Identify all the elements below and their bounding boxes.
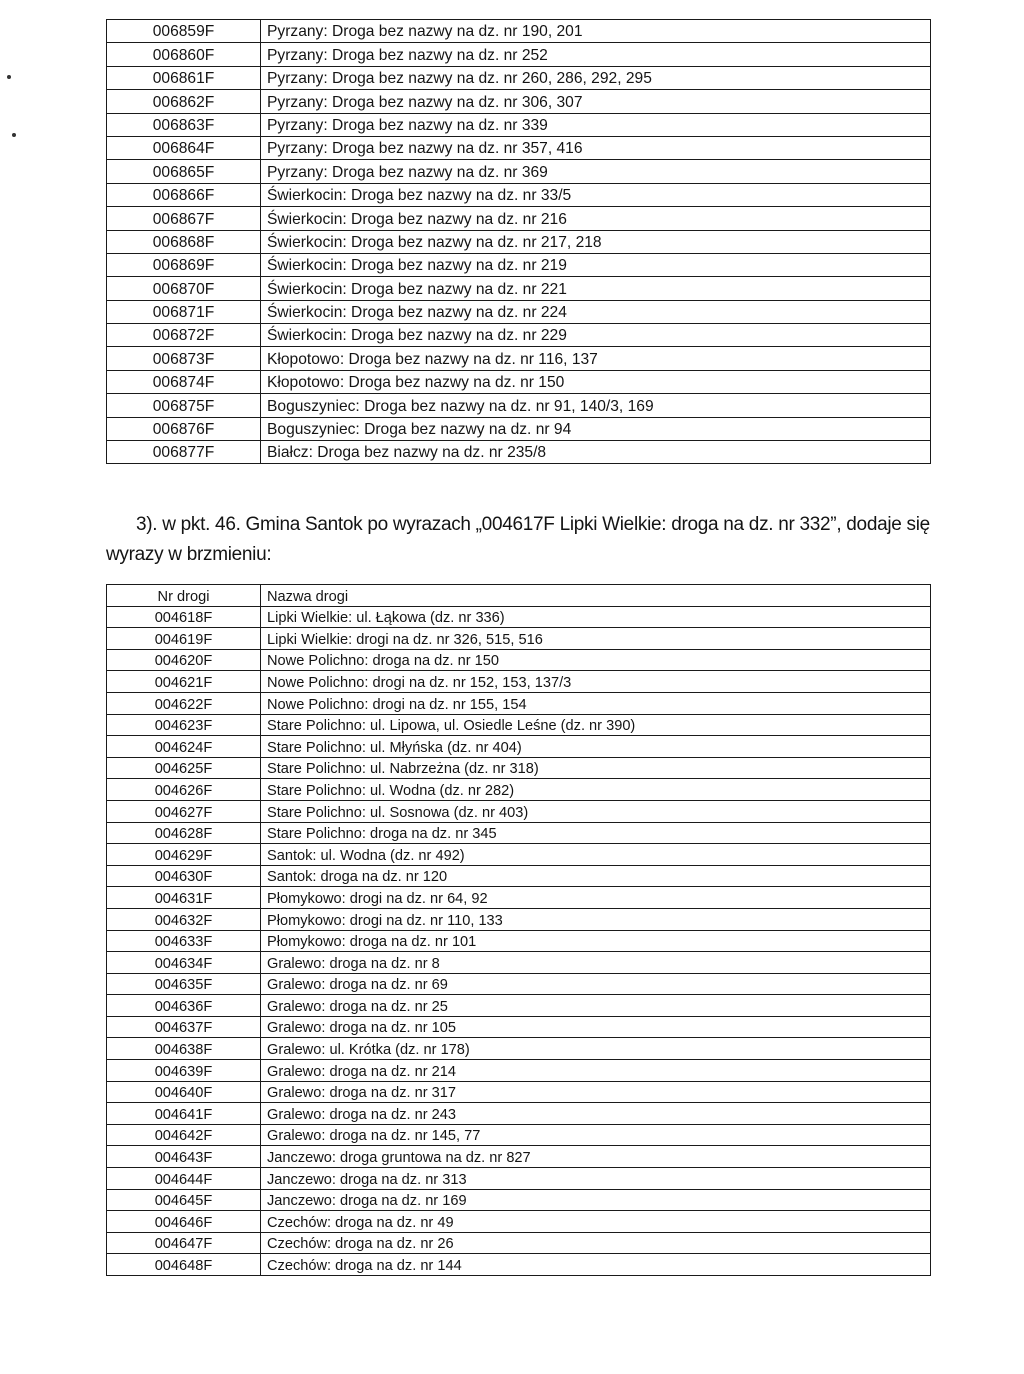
road-name-cell: Czechów: droga na dz. nr 49 [261, 1211, 931, 1233]
road-name-cell: Pyrzany: Droga bez nazwy na dz. nr 190, 201 [261, 20, 931, 43]
road-name-cell: Janczewo: droga gruntowa na dz. nr 827 [261, 1146, 931, 1168]
amendment-paragraph [106, 510, 931, 570]
road-name-cell: Janczewo: droga na dz. nr 313 [261, 1168, 931, 1190]
road-number-cell: 006864F [107, 136, 261, 159]
road-name-cell: Świerkocin: Droga bez nazwy na dz. nr 221 [261, 277, 931, 300]
road-name-cell: Boguszyniec: Droga bez nazwy na dz. nr 91, 140/3, 169 [261, 394, 931, 417]
road-number-cell: 006865F [107, 160, 261, 183]
road-name-cell: Gralewo: droga na dz. nr 214 [261, 1060, 931, 1082]
table-row [107, 113, 931, 136]
table-row [107, 183, 931, 206]
road-number-cell: 006867F [107, 207, 261, 230]
road-name-cell: Nowe Polichno: drogi na dz. nr 152, 153, 137/3 [261, 671, 931, 693]
road-number-cell: 004643F [107, 1146, 261, 1168]
table-row [107, 757, 931, 779]
road-number-cell: 004639F [107, 1060, 261, 1082]
road-number-cell: 004626F [107, 779, 261, 801]
road-name-cell: Świerkocin: Droga bez nazwy na dz. nr 219 [261, 253, 931, 276]
table-row [107, 692, 931, 714]
road-name-cell: Gralewo: ul. Krótka (dz. nr 178) [261, 1038, 931, 1060]
road-number-cell: 004633F [107, 930, 261, 952]
road-number-cell: 004640F [107, 1081, 261, 1103]
road-number-cell: 004623F [107, 714, 261, 736]
road-number-cell: 004642F [107, 1124, 261, 1146]
table-row [107, 277, 931, 300]
table-row [107, 207, 931, 230]
table-row [107, 800, 931, 822]
road-number-cell: 004646F [107, 1211, 261, 1233]
road-name-cell: Gralewo: droga na dz. nr 8 [261, 952, 931, 974]
road-number-cell: 006876F [107, 417, 261, 440]
table-row [107, 952, 931, 974]
road-table-santok-body [107, 585, 931, 1276]
road-name-cell: Santok: ul. Wodna (dz. nr 492) [261, 844, 931, 866]
amendment-line-1: 3). w pkt. 46. Gmina Santok po wyrazach „004617F Lipki Wielkie: droga na dz. nr 332”, dodaje się [136, 514, 930, 535]
road-number-cell: 004627F [107, 800, 261, 822]
road-table-continued-body [107, 20, 931, 464]
table-row [107, 441, 931, 464]
road-number-cell: 004644F [107, 1168, 261, 1190]
table-row [107, 66, 931, 89]
table-row [107, 1232, 931, 1254]
table-row [107, 1146, 931, 1168]
road-number-cell: 004645F [107, 1189, 261, 1211]
table-row [107, 779, 931, 801]
road-name-cell: Stare Polichno: ul. Lipowa, ul. Osiedle Leśne (dz. nr 390) [261, 714, 931, 736]
road-name-cell: Santok: droga na dz. nr 120 [261, 865, 931, 887]
road-name-cell: Kłopotowo: Droga bez nazwy na dz. nr 150 [261, 370, 931, 393]
road-number-cell: 004637F [107, 1016, 261, 1038]
road-name-cell: Janczewo: droga na dz. nr 169 [261, 1189, 931, 1211]
table-row [107, 649, 931, 671]
road-name-cell: Białcz: Droga bez nazwy na dz. nr 235/8 [261, 441, 931, 464]
table-row [107, 930, 931, 952]
road-name-cell: Stare Polichno: ul. Wodna (dz. nr 282) [261, 779, 931, 801]
road-number-cell: 004618F [107, 606, 261, 628]
road-name-cell: Gralewo: droga na dz. nr 69 [261, 973, 931, 995]
table-row [107, 230, 931, 253]
table-row [107, 908, 931, 930]
table-row [107, 20, 931, 43]
table-row [107, 1081, 931, 1103]
road-name-cell: Pyrzany: Droga bez nazwy na dz. nr 260, 286, 292, 295 [261, 66, 931, 89]
table-row [107, 736, 931, 758]
road-name-cell: Płomykowo: drogi na dz. nr 64, 92 [261, 887, 931, 909]
road-name-cell: Pyrzany: Droga bez nazwy na dz. nr 252 [261, 43, 931, 66]
road-name-cell: Lipki Wielkie: drogi na dz. nr 326, 515, 516 [261, 628, 931, 650]
road-name-cell: Kłopotowo: Droga bez nazwy na dz. nr 116, 137 [261, 347, 931, 370]
road-name-cell: Gralewo: droga na dz. nr 317 [261, 1081, 931, 1103]
road-name-cell: Czechów: droga na dz. nr 144 [261, 1254, 931, 1276]
road-number-cell: 006875F [107, 394, 261, 417]
table-row [107, 671, 931, 693]
table-row [107, 1211, 931, 1233]
road-name-cell: Gralewo: droga na dz. nr 145, 77 [261, 1124, 931, 1146]
road-name-cell: Stare Polichno: droga na dz. nr 345 [261, 822, 931, 844]
road-number-cell: 004631F [107, 887, 261, 909]
road-number-cell: 004629F [107, 844, 261, 866]
road-number-cell: 006861F [107, 66, 261, 89]
table-row [107, 1189, 931, 1211]
road-number-cell: 006866F [107, 183, 261, 206]
road-name-cell: Nowe Polichno: droga na dz. nr 150 [261, 649, 931, 671]
table-row [107, 887, 931, 909]
road-number-cell: 004628F [107, 822, 261, 844]
table-row [107, 347, 931, 370]
table-row [107, 714, 931, 736]
road-number-cell: 004634F [107, 952, 261, 974]
road-name-cell: Gralewo: droga na dz. nr 243 [261, 1103, 931, 1125]
road-number-cell: 006871F [107, 300, 261, 323]
table-row [107, 253, 931, 276]
table-row [107, 1038, 931, 1060]
road-name-cell: Płomykowo: drogi na dz. nr 110, 133 [261, 908, 931, 930]
table-header-row [107, 585, 931, 607]
road-number-cell: 006874F [107, 370, 261, 393]
amendment-line-2: wyrazy w brzmieniu: [106, 544, 272, 565]
road-number-cell: 004636F [107, 995, 261, 1017]
road-number-cell: 004630F [107, 865, 261, 887]
road-name-cell: Płomykowo: droga na dz. nr 101 [261, 930, 931, 952]
road-number-cell: 006860F [107, 43, 261, 66]
road-name-cell: Nowe Polichno: drogi na dz. nr 155, 154 [261, 692, 931, 714]
road-name-cell: Świerkocin: Droga bez nazwy na dz. nr 33/5 [261, 183, 931, 206]
road-number-cell: 006872F [107, 324, 261, 347]
table-row [107, 394, 931, 417]
table-row [107, 136, 931, 159]
road-number-cell: 006869F [107, 253, 261, 276]
road-name-cell: Pyrzany: Droga bez nazwy na dz. nr 357, 416 [261, 136, 931, 159]
table-row [107, 1124, 931, 1146]
road-name-cell: Czechów: droga na dz. nr 26 [261, 1232, 931, 1254]
table-row [107, 43, 931, 66]
header-road-number: Nr drogi [107, 585, 261, 607]
road-number-cell: 004624F [107, 736, 261, 758]
road-number-cell: 006868F [107, 230, 261, 253]
table-row [107, 1168, 931, 1190]
road-number-cell: 004635F [107, 973, 261, 995]
table-row [107, 1016, 931, 1038]
road-number-cell: 006862F [107, 90, 261, 113]
table-row [107, 973, 931, 995]
road-number-cell: 006859F [107, 20, 261, 43]
road-number-cell: 004648F [107, 1254, 261, 1276]
road-name-cell: Pyrzany: Droga bez nazwy na dz. nr 369 [261, 160, 931, 183]
table-row [107, 1060, 931, 1082]
road-name-cell: Świerkocin: Droga bez nazwy na dz. nr 216 [261, 207, 931, 230]
table-row [107, 995, 931, 1017]
road-name-cell: Świerkocin: Droga bez nazwy na dz. nr 229 [261, 324, 931, 347]
road-number-cell: 006873F [107, 347, 261, 370]
table-row [107, 628, 931, 650]
road-name-cell: Stare Polichno: ul. Młyńska (dz. nr 404) [261, 736, 931, 758]
road-number-cell: 004622F [107, 692, 261, 714]
road-number-cell: 004641F [107, 1103, 261, 1125]
table-row [107, 90, 931, 113]
road-name-cell: Pyrzany: Droga bez nazwy na dz. nr 339 [261, 113, 931, 136]
road-number-cell: 004638F [107, 1038, 261, 1060]
road-name-cell: Świerkocin: Droga bez nazwy na dz. nr 224 [261, 300, 931, 323]
table-row [107, 844, 931, 866]
header-road-name: Nazwa drogi [261, 585, 931, 607]
road-table-santok [106, 584, 931, 1276]
road-number-cell: 004619F [107, 628, 261, 650]
road-number-cell: 004625F [107, 757, 261, 779]
scan-dot [7, 75, 11, 79]
road-number-cell: 004620F [107, 649, 261, 671]
table-row [107, 606, 931, 628]
table-row [107, 1254, 931, 1276]
road-number-cell: 006877F [107, 441, 261, 464]
table-row [107, 865, 931, 887]
road-name-cell: Stare Polichno: ul. Nabrzeżna (dz. nr 318) [261, 757, 931, 779]
road-name-cell: Lipki Wielkie: ul. Łąkowa (dz. nr 336) [261, 606, 931, 628]
table-row [107, 300, 931, 323]
table-row [107, 324, 931, 347]
road-name-cell: Stare Polichno: ul. Sosnowa (dz. nr 403) [261, 800, 931, 822]
table-row [107, 1103, 931, 1125]
road-number-cell: 004621F [107, 671, 261, 693]
road-number-cell: 004647F [107, 1232, 261, 1254]
road-table-continued [106, 19, 931, 464]
road-name-cell: Gralewo: droga na dz. nr 25 [261, 995, 931, 1017]
road-number-cell: 004632F [107, 908, 261, 930]
road-number-cell: 006870F [107, 277, 261, 300]
table-row [107, 417, 931, 440]
road-name-cell: Boguszyniec: Droga bez nazwy na dz. nr 94 [261, 417, 931, 440]
table-row [107, 822, 931, 844]
table-row [107, 370, 931, 393]
scan-dot [12, 133, 16, 137]
road-number-cell: 006863F [107, 113, 261, 136]
road-name-cell: Gralewo: droga na dz. nr 105 [261, 1016, 931, 1038]
road-name-cell: Świerkocin: Droga bez nazwy na dz. nr 217, 218 [261, 230, 931, 253]
road-name-cell: Pyrzany: Droga bez nazwy na dz. nr 306, 307 [261, 90, 931, 113]
table-row [107, 160, 931, 183]
